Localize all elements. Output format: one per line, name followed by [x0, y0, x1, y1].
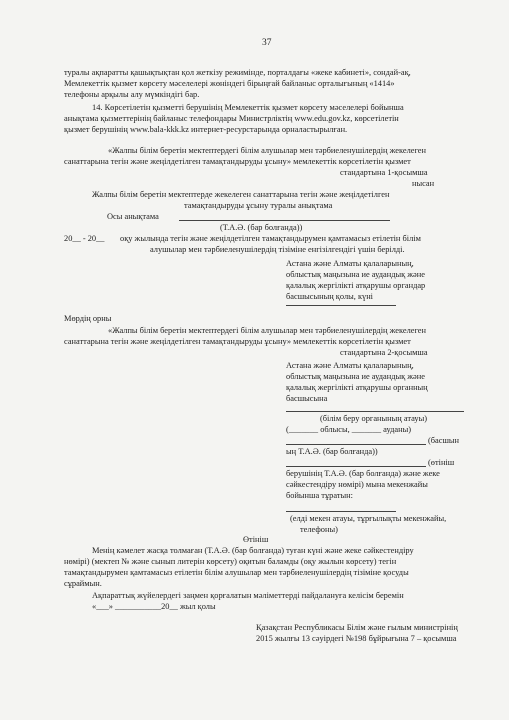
page-number: 37 — [262, 38, 272, 48]
application-body: нөмірі) (мектеп № және сынып литерін көрсету) оқитын баламды (оқу жылын көрсету) тегін — [64, 557, 397, 566]
address-field[interactable] — [286, 511, 396, 512]
head-name-field[interactable] — [286, 444, 426, 445]
annex2-heading-line: санаттарына тегін және жеңілдетілген тамақтандыруды ұсыну» мемлекеттік көрсетілетін қызмет — [64, 337, 411, 346]
application-title: Өтініш — [243, 535, 269, 544]
application-body: сұраймын. — [64, 579, 102, 588]
addressee-line: басшысына — [286, 394, 328, 403]
applicant-name-field[interactable] — [286, 466, 426, 467]
department-field[interactable] — [286, 411, 464, 412]
academic-year-field[interactable]: 20__ - 20__ — [64, 234, 105, 243]
annex1-heading-line: санаттарына тегін және жеңілдетілген тамақтандыруды ұсыну» мемлекеттік көрсетілетін қызмет — [64, 157, 411, 166]
intro-line: телефоны арқылы алу мүмкіндігі бар. — [64, 90, 200, 99]
region-hint: (_______ облысы, _______ ауданы) — [286, 425, 412, 434]
applicant-hint: бойынша тұратын: — [286, 491, 353, 500]
phone-hint: телефоны) — [300, 525, 338, 534]
order-reference: 2015 жылғы 13 сәуірдегі №198 бұйрығына 7 – қосымша — [256, 634, 457, 643]
paragraph-14-line: 14. Көрсетілетін қызметті берушінің Мемлекеттік қызмет көрсету мәселелері бойынша — [92, 103, 404, 112]
annex1-heading-line: «Жалпы білім беретін мектептердегі білім алушылар мен тәрбиеленушілердің жекелеген — [108, 146, 426, 155]
application-body: Менің кәмелет жасқа толмаған (Т.А.Ә. (бар болғанда) туған күні және жеке сәйкестендіру — [92, 546, 414, 555]
signature-caption: Астана және Алматы қалаларының, — [286, 259, 414, 268]
addressee-line: облыстық маңызына ие аудандық және — [286, 372, 425, 381]
certificate-given-to: Осы анықтама — [107, 212, 159, 221]
applicant-hint: сәйкестендіру нөмірі) мына мекенжайы — [286, 480, 428, 489]
intro-line: туралы ақпаратты қашықтықтан қол жеткізу режимінде, порталдағы «жеке кабинеті», сондай-ақ, — [64, 68, 411, 77]
order-reference: Қазақстан Республикасы Білім және ғылым министрінің — [256, 623, 458, 632]
name-hint: (Т.А.Ә. (бар болғанда)) — [220, 223, 303, 232]
signature-caption: облыстық маңызына ие аудандық және — [286, 270, 425, 279]
signature-caption: қалалық жергілікті атқарушы органдар — [286, 281, 426, 290]
application-body: тамақтандырумен қамтамасыз етілетін білім алушылар мен тәрбиеленушілердің тізіміне қосуды — [64, 568, 409, 577]
date-signature-field[interactable]: «___» ___________20__ жыл қолы — [92, 602, 216, 611]
consent-text: Ақпараттық жүйелердегі заңмен қорғалатын мәліметтерді пайдалануға келісім беремін — [92, 591, 404, 600]
signature-line — [286, 305, 396, 306]
seal-place-label: Мөрдің орны — [64, 314, 112, 323]
addressee-line: қалалық жергілікті атқарушы органның — [286, 383, 428, 392]
department-hint: (білім беру органының атауы) — [320, 414, 427, 423]
head-name-hint: ың Т.А.Ә. (бар болғанда)) — [286, 447, 378, 456]
certificate-period-text: алушылар мен тәрбиеленушілердің тізіміне енгізілгендігі үшін берілді. — [150, 245, 405, 254]
certificate-title: Жалпы білім беретін мектептерде жекелеген санаттарына тегін және жеңілдетілген — [92, 190, 390, 199]
annex2-heading-line: стандартына 2-қосымша — [340, 348, 428, 357]
applicant-hint: берушінің Т.А.Ә. (бар болғанда) және жеке — [286, 469, 440, 478]
paragraph-14-line: қызмет берушінің www.bala-kkk.kz интернет-ресурстарында орналастырылған. — [64, 125, 348, 134]
name-line — [179, 220, 390, 221]
head-name-hint: (басшын — [428, 436, 460, 445]
annex1-heading-line: стандартына 1-қосымша — [340, 168, 428, 177]
address-hint: (елді мекен атауы, тұрғылықты мекенжайы, — [290, 514, 447, 523]
form-label: нысан — [412, 179, 435, 188]
applicant-hint: (өтініш — [428, 458, 455, 467]
certificate-period-text: оқу жылында тегін және жеңілдетілген тамақтандырумен қамтамасыз етілетін білім — [120, 234, 421, 243]
certificate-title: тамақтандыруды ұсыну туралы анықтама — [184, 201, 333, 210]
signature-caption: басшысының қолы, күні — [286, 292, 374, 301]
intro-line: Мемлекеттік қызмет көрсету мәселелері жөніндегі бірыңғай байланыс орталығының «1414» — [64, 79, 395, 88]
paragraph-14-line: анықтама қызметтерінің байланыс телефондары Министрліктің www.edu.gov.kz, көрсетілетін — [64, 114, 399, 123]
addressee-line: Астана және Алматы қалаларының, — [286, 361, 414, 370]
annex2-heading-line: «Жалпы білім беретін мектептердегі білім алушылар мен тәрбиеленушілердің жекелеген — [108, 326, 426, 335]
